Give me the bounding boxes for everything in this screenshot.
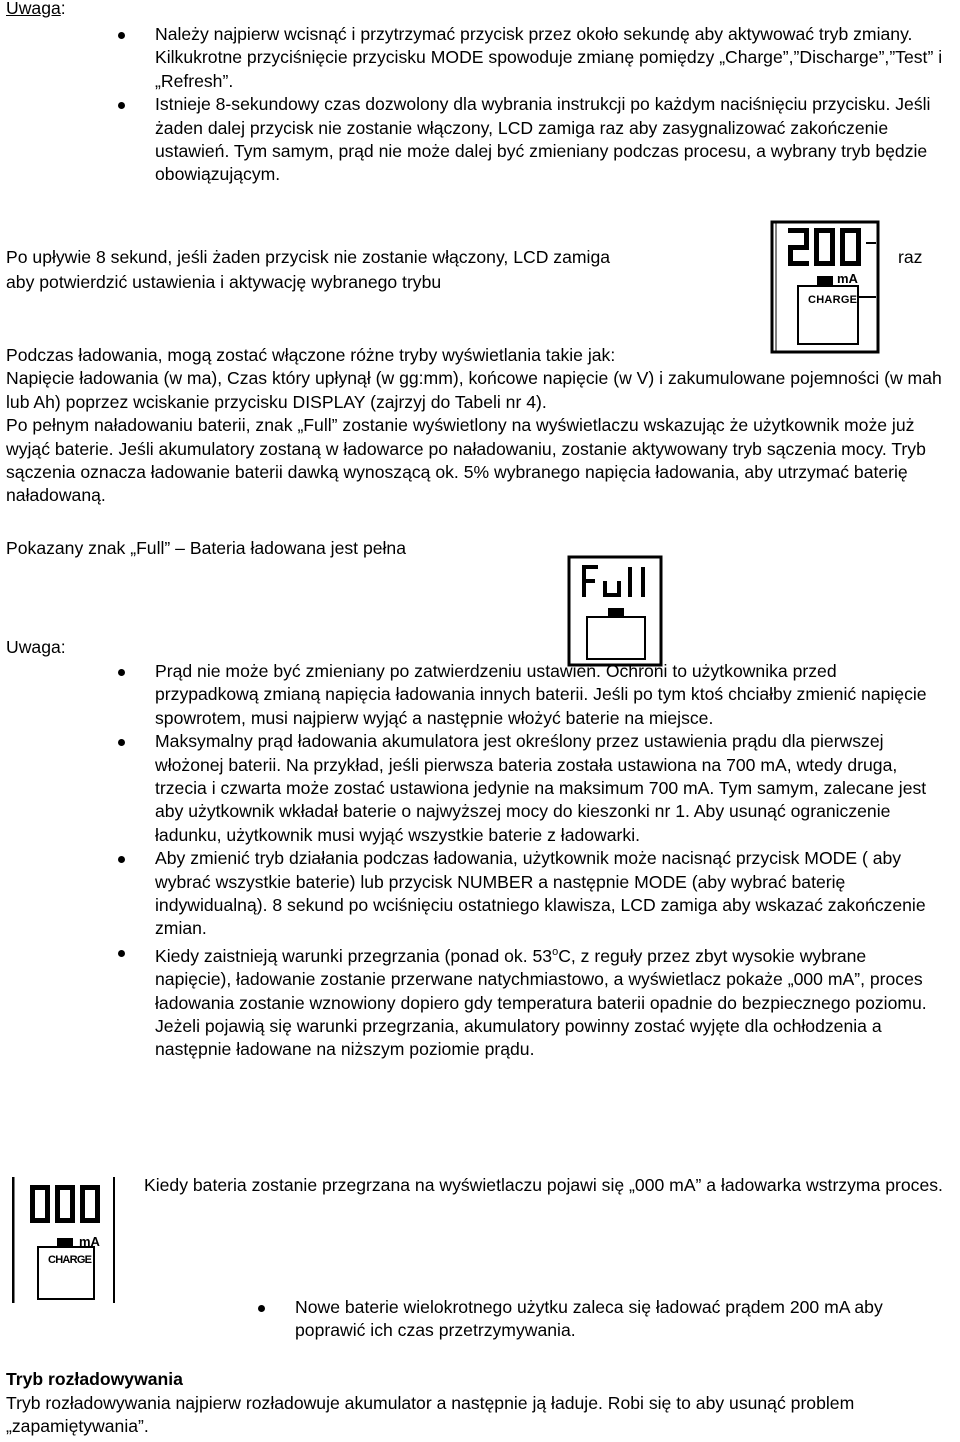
lcd-full-graphic xyxy=(567,555,663,667)
list-item: Aby zmienić tryb działania podczas ładowania, użytkownik może nacisnąć przycisk MODE ( aby wybrać wszystkie baterie) lub przycisk NUMBER a następnie MODE (aby wybrać baterię indywidualną). 8 sekund po wciśnięciu ostatniego klawisza, LCD zamiga aby wskazać zakończenie zmian. xyxy=(155,847,945,941)
lcd-200-graphic xyxy=(770,220,882,354)
lcd-200-mode: CHARGE xyxy=(808,294,857,306)
discharge-text: Tryb rozładowywania najpierw rozładowuje akumulator a następnie ją ładuje. Robi się to aby usunąć problem „zapamiętywania”. xyxy=(6,1393,855,1437)
degree-sup: o xyxy=(552,945,559,958)
charging-p3: Po pełnym naładowaniu baterii, znak „Full” zostanie wyświetlony na wyświetlaczu wskazując że użytkownik może już wyjąć baterie. Jeśli akumulatory zostaną w ładowarce po naładowaniu, zostanie aktywowany tryb sączenia mocy. Tryb sączenia oznacza ładowanie baterii dawką wynoszącą ok. 5% wybranego napięcia ładowania, aby utrzymać baterię naładowaną. xyxy=(6,415,926,506)
after8-line2: aby potwierdzić ustawienia i aktywację wybranego trybu xyxy=(6,272,442,292)
discharge-heading: Tryb rozładowywania xyxy=(6,1369,183,1389)
note2-title: Uwaga: xyxy=(6,637,66,657)
lcd-000-mode: CHARGE xyxy=(48,1254,92,1266)
newbatt-bullets xyxy=(295,1296,945,1343)
note2-bullets xyxy=(155,660,945,1062)
lcd-000-unit: mA xyxy=(79,1234,100,1249)
lcd-000-graphic xyxy=(12,1175,116,1303)
list-item: Prąd nie może być zmieniany po zatwierdzeniu ustawień. Ochroni to użytkownika przed przypadkową zmianą napięcia ładowania innych baterii. Jeśli po tym ktoś chciałby zmienić napięcie spowrotem, musi najpierw wyjąć a następnie włożyć baterie na miejsce. xyxy=(155,660,945,730)
overheat-text: Kiedy bateria zostanie przegrzana na wyświetlaczu pojawi się „000 mA” a ładowarka wstrzyma proces. xyxy=(144,1175,943,1195)
list-item: Maksymalny prąd ładowania akumulatora jest określony przez ustawienia prądu dla pierwszej włożonej baterii. Na przykład, jeśli pierwsza bateria została ustawiona na 700 mA, wtedy druga, trzecia i czwarta może zostać ustawiona jedynie na maksimum 700 mA. Tym samym, zalecane jest aby użytkownik wkładał baterie o najwyższej mocy do kieszonki nr 1. Aby usunąć ograniczenie ładunku, użytkownik musi wyjąć wszystkie baterie z ładowarki. xyxy=(155,730,945,847)
lcd-display-200 xyxy=(770,220,882,354)
charging-section xyxy=(6,344,951,508)
note-title: Uwaga: xyxy=(6,0,66,18)
list-item: Należy najpierw wcisnąć i przytrzymać przycisk przez około sekundę aby aktywować tryb zmiany. Kilkukrotne przyciśnięcie przycisku MODE spowoduje zmianę pomiędzy „Charge”,”Discharge”,”Test” i „Refresh”. xyxy=(155,23,955,93)
list-item: Kiedy zaistnieją warunki przegrzania (ponad ok. 53$^o$C, z reguły przez zbyt wysokie wybrane napięcie), ładowanie zostanie przerwane natychmiastowo, a wyświetlacz pokaże „000 mA”, proces ładowania zostanie wznowiony dopiero gdy temperatura baterii opadnie do bezpiecznego poziomu. Jeżeli pojawią się warunki przegrzania, akumulatory powinny zostać wyjęte dla ochłodzenia a następnie ładowane na niższym poziomie prądu. xyxy=(155,941,945,1062)
lcd-200-unit: mA xyxy=(837,271,858,286)
note-bullets xyxy=(155,23,955,187)
list-item: Istnieje 8-sekundowy czas dozwolony dla wybrania instrukcji po każdym naciśnięciu przycisku. Jeśli żaden dalej przycisk nie zostanie włączony, LCD zamiga raz aby zasygnalizować zakończenie ustawień. Tym samym, prąd nie może dalej być zmieniany podczas procesu, a wybrany tryb będzie obowiązującym. xyxy=(155,93,955,187)
lcd-display-full xyxy=(567,555,663,667)
list-item: Nowe baterie wielokrotnego użytku zaleca się ładować prądem 200 mA aby poprawić ich czas przetrzymywania. xyxy=(295,1296,945,1343)
after8-line1: Po upływie 8 sekund, jeśli żaden przycisk nie zostanie włączony, LCD zamiga xyxy=(6,247,611,267)
after8-raz: raz xyxy=(898,247,923,267)
full-text: Pokazany znak „Full” – Bateria ładowana jest pełna xyxy=(6,538,406,558)
lcd-display-000 xyxy=(12,1175,116,1303)
charging-p1: Podczas ładowania, mogą zostać włączone różne tryby wyświetlania takie jak: xyxy=(6,345,616,365)
charging-p2: Napięcie ładowania (w ma), Czas który upłynął (w gg:mm), końcowe napięcie (w V) i zakumulowane pojemności (w mah lub Ah) poprzez wciskanie przycisku DISPLAY (zajrzyj do Tabeli nr 4). xyxy=(6,368,942,412)
